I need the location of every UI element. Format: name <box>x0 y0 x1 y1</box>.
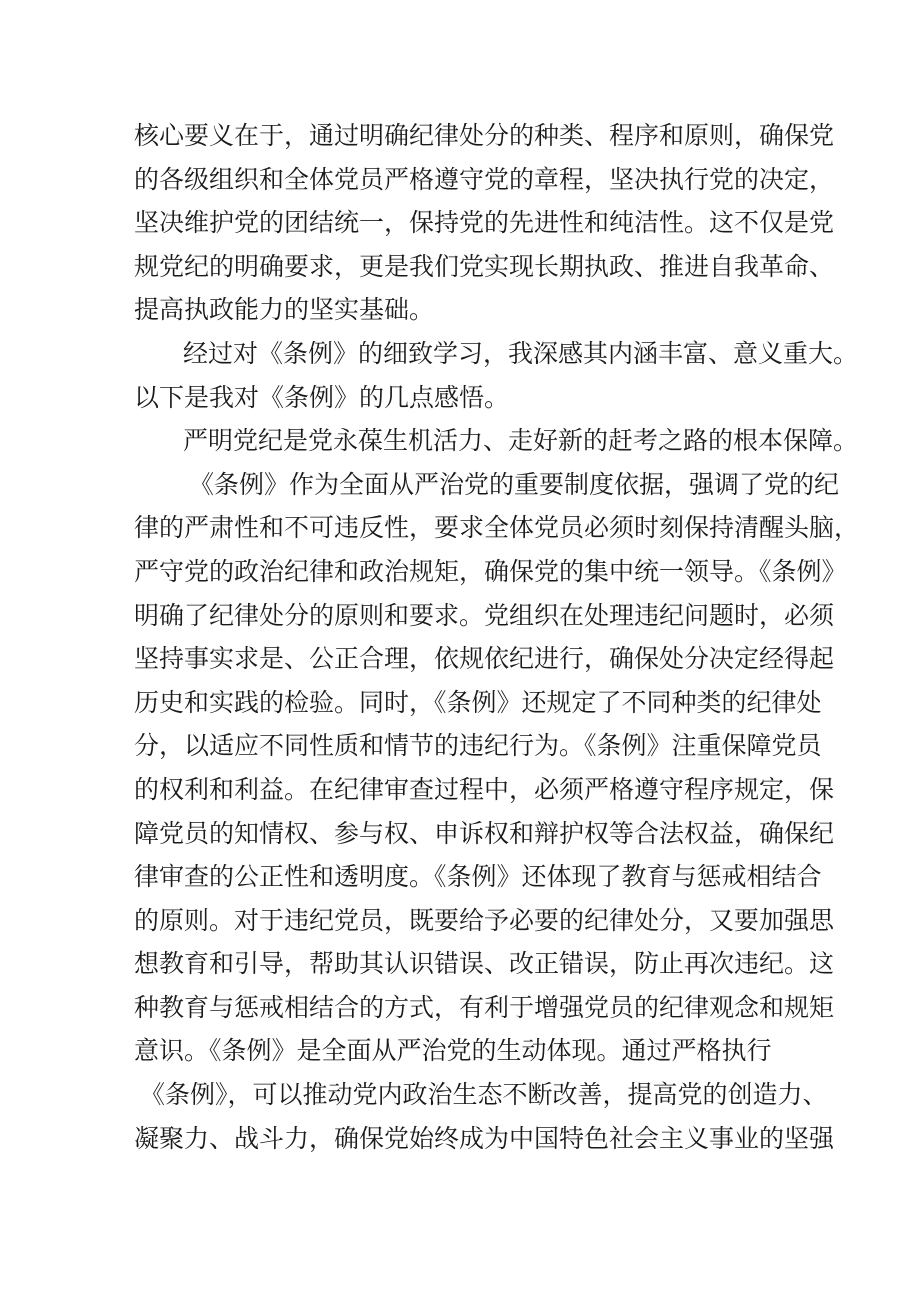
text-line: 意识。《条例》是全面从严治党的生动体现。通过严格执行 <box>134 1036 772 1066</box>
text-line: 的各级组织和全体党员严格遵守党的章程，坚决执行党的决定， <box>134 164 835 194</box>
text-line: 的原则。对于违纪党员，既要给予必要的纪律处分，又要加强思 <box>134 905 835 935</box>
text-line: 种教育与惩戒相结合的方式，有利于增强党员的纪律观念和规矩 <box>134 992 835 1022</box>
text-line: 严守党的政治纪律和政治规矩，确保党的集中统一领导。《条例》 <box>134 556 847 586</box>
text-line: 的权利和利益。在纪律审查过程中，必须严格遵守程序规定，保 <box>134 774 835 804</box>
text-line: 提高执政能力的坚实基础。 <box>134 295 435 325</box>
text-line: 明确了纪律处分的原则和要求。党组织在处理违纪问题时，必须 <box>134 600 835 630</box>
document-body <box>134 114 860 1160</box>
text-line: 以下是我对《条例》的几点感悟。 <box>134 382 510 412</box>
text-line: 规党纪的明确要求，更是我们党实现长期执政、推进自我革命、 <box>134 251 835 281</box>
text-line: 障党员的知情权、参与权、申诉权和辩护权等合法权益，确保纪 <box>134 818 835 848</box>
section-heading: 严明党纪是党永葆生机活力、走好新的赶考之路的根本保障。 <box>183 426 859 456</box>
text-line: 分，以适应不同性质和情节的违纪行为。《条例》注重保障党员 <box>134 731 822 761</box>
text-line: 想教育和引导，帮助其认识错误、改正错误，防止再次违纪。这 <box>134 949 835 979</box>
text-line: 凝聚力、战斗力，确保党始终成为中国特色社会主义事业的坚强 <box>134 1123 835 1153</box>
text-line: 《条例》，可以推动党内政治生态不断改善，提高党的创造力、 <box>140 1080 828 1110</box>
text-line: 核心要义在于，通过明确纪律处分的种类、程序和原则，确保党 <box>134 121 835 150</box>
text-line: 历史和实践的检验。同时，《条例》还规定了不同种类的纪律处 <box>134 687 822 717</box>
text-line: 律审查的公正性和透明度。《条例》还体现了教育与惩戒相结合 <box>134 862 822 892</box>
text-line: 律的严肃性和不可违反性，要求全体党员必须时刻保持清醒头脑， <box>134 513 860 543</box>
text-line: 坚持事实求是、公正合理，依规依纪进行，确保处分决定经得起 <box>134 644 835 674</box>
text-line: 坚决维护党的团结统一，保持党的先进性和纯洁性。这不仅是党 <box>134 208 835 238</box>
paragraph-start-line: 经过对《条例》的细致学习，我深感其内涵丰富、意义重大。 <box>183 338 859 368</box>
paragraph-start-line: 《条例》作为全面从严治党的重要制度依据，强调了党的纪 <box>189 469 840 499</box>
